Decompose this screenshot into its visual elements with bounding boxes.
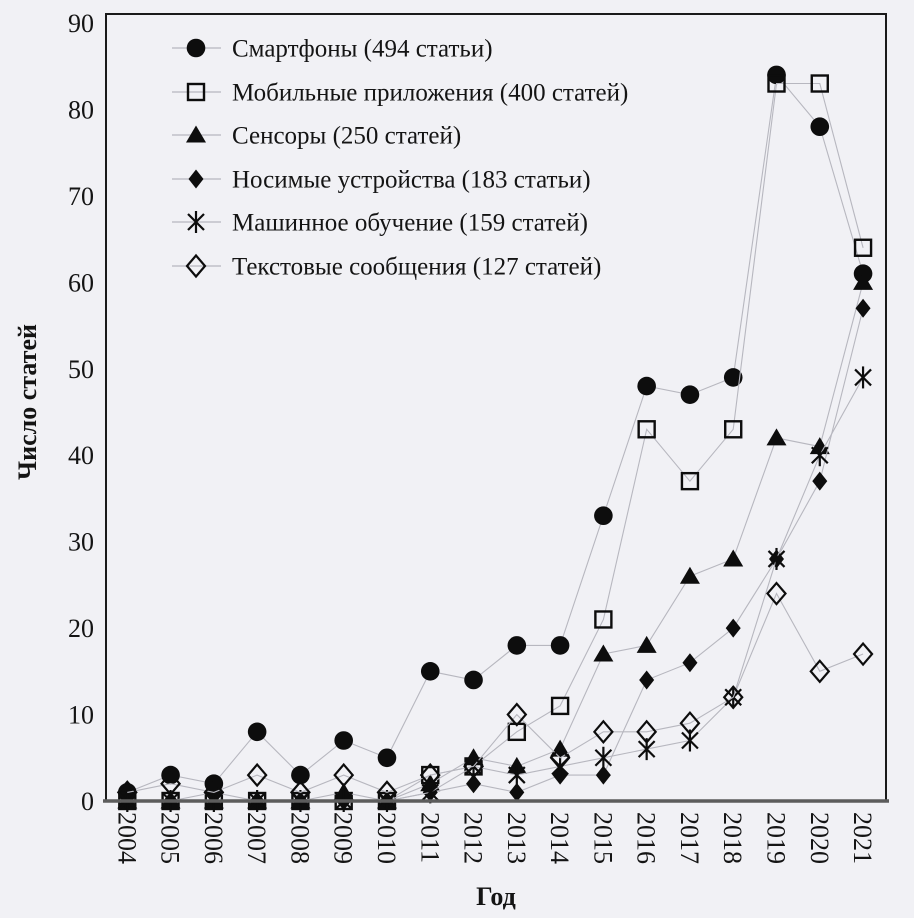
filled-circle-marker bbox=[334, 731, 353, 750]
legend-label-text-messaging: Текстовые сообщения (127 статей) bbox=[232, 253, 602, 281]
filled-diamond-marker bbox=[812, 472, 827, 491]
x-tick-label: 2020 bbox=[804, 812, 834, 864]
x-tick-label: 2011 bbox=[415, 812, 445, 864]
x-tick-label: 2006 bbox=[198, 812, 228, 864]
x-tick-label: 2016 bbox=[631, 812, 661, 864]
plot-layer bbox=[68, 9, 889, 864]
y-axis-title: Число статей bbox=[13, 324, 42, 480]
x-tick-label: 2012 bbox=[458, 812, 488, 864]
filled-circle-marker bbox=[681, 385, 700, 404]
filled-triangle-marker bbox=[767, 428, 787, 445]
y-tick-label: 10 bbox=[68, 700, 94, 730]
y-tick-label: 60 bbox=[68, 268, 94, 298]
legend-item-wearables bbox=[172, 167, 591, 194]
x-tick-label: 2013 bbox=[501, 812, 531, 864]
y-tick-label: 20 bbox=[68, 614, 94, 644]
filled-circle-marker bbox=[464, 671, 483, 690]
filled-triangle-marker bbox=[723, 549, 743, 566]
legend-item-machine-learning bbox=[172, 210, 588, 237]
legend-item-smartphones bbox=[172, 36, 493, 63]
y-tick-label: 90 bbox=[68, 9, 94, 38]
x-tick-label: 2017 bbox=[674, 812, 704, 864]
legend-label-smartphones: Смартфоны (494 статьи) bbox=[232, 35, 493, 63]
y-tick-label: 40 bbox=[68, 441, 94, 471]
filled-circle-marker bbox=[248, 723, 267, 742]
filled-circle-marker bbox=[378, 748, 397, 767]
filled-diamond-marker bbox=[189, 170, 204, 189]
filled-circle-marker bbox=[421, 662, 440, 681]
x-tick-label: 2019 bbox=[761, 812, 791, 864]
filled-circle-marker bbox=[594, 506, 613, 525]
series-line-machine-learning bbox=[127, 377, 863, 801]
x-tick-label: 2014 bbox=[545, 812, 575, 864]
legend-label-mobile-apps: Мобильные приложения (400 статей) bbox=[232, 79, 629, 107]
y-tick-label: 0 bbox=[81, 787, 94, 816]
filled-diamond-marker bbox=[639, 670, 654, 689]
x-tick-label: 2015 bbox=[588, 812, 618, 864]
y-axis-ticks bbox=[68, 9, 94, 816]
series-line-wearables bbox=[127, 308, 863, 801]
legend-label-machine-learning: Машинное обучение (159 статей) bbox=[232, 209, 588, 237]
x-tick-label: 2004 bbox=[112, 812, 142, 864]
filled-circle-marker bbox=[187, 39, 206, 58]
legend-label-sensors: Сенсоры (250 статей) bbox=[232, 122, 462, 150]
asterisk-marker bbox=[595, 747, 611, 769]
filled-diamond-marker bbox=[682, 653, 697, 672]
asterisk-marker bbox=[855, 366, 871, 388]
x-tick-label: 2021 bbox=[848, 812, 878, 864]
series-line-sensors bbox=[127, 282, 863, 801]
series-wearables bbox=[120, 299, 871, 811]
y-tick-label: 80 bbox=[68, 95, 94, 125]
x-tick-label: 2008 bbox=[285, 812, 315, 864]
plot-border bbox=[106, 14, 886, 801]
legend-item-text-messaging bbox=[172, 254, 601, 281]
filled-triangle-marker bbox=[680, 567, 700, 584]
legend-label-wearables: Носимые устройства (183 статьи) bbox=[232, 166, 591, 194]
series-sensors bbox=[117, 273, 873, 809]
x-tick-label: 2009 bbox=[328, 812, 358, 864]
filled-circle-marker bbox=[551, 636, 570, 655]
x-tick-label: 2018 bbox=[718, 812, 748, 864]
filled-diamond-marker bbox=[726, 619, 741, 638]
filled-circle-marker bbox=[508, 636, 527, 655]
x-axis-title: Год bbox=[476, 882, 516, 911]
x-tick-label: 2007 bbox=[242, 812, 272, 864]
legend-item-sensors bbox=[172, 123, 461, 150]
filled-triangle-marker bbox=[637, 636, 657, 653]
x-axis-ticks bbox=[112, 812, 877, 864]
y-tick-label: 70 bbox=[68, 181, 94, 211]
x-tick-label: 2010 bbox=[371, 812, 401, 864]
series-machine-learning bbox=[119, 366, 871, 812]
y-tick-label: 50 bbox=[68, 354, 94, 384]
x-tick-label: 2005 bbox=[155, 812, 185, 864]
legend bbox=[172, 36, 628, 281]
y-tick-label: 30 bbox=[68, 527, 94, 557]
filled-circle-marker bbox=[810, 117, 829, 136]
legend-item-mobile-apps bbox=[172, 80, 628, 107]
filled-circle-marker bbox=[637, 377, 656, 396]
filled-triangle-marker bbox=[186, 126, 206, 143]
